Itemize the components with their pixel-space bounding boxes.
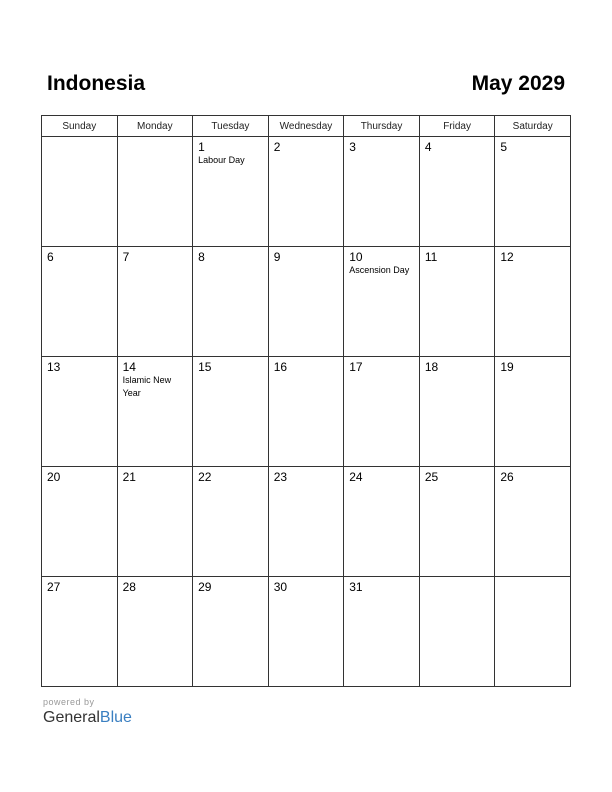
day-cell [419, 357, 495, 467]
country-title: Indonesia [47, 72, 146, 95]
footer-branding [43, 697, 132, 728]
brand-blue: Blue [99, 709, 132, 726]
week-row [42, 247, 571, 357]
day-number: 9 [273, 250, 281, 264]
day-number: 24 [349, 470, 363, 484]
weekday-header: Thursday [344, 116, 420, 137]
day-cell [193, 357, 269, 467]
day-cell [42, 577, 118, 687]
calendar-grid [41, 115, 571, 687]
day-cell [344, 357, 420, 467]
weekday-header: Saturday [495, 116, 571, 137]
day-cell [193, 577, 269, 687]
day-cell [268, 467, 344, 577]
day-number: 23 [273, 470, 288, 484]
day-cell [419, 247, 495, 357]
week-row [42, 357, 571, 467]
day-cell [419, 577, 495, 687]
day-cell [344, 577, 420, 687]
day-number: 6 [47, 250, 54, 264]
day-cell [268, 577, 344, 687]
holiday-label: Ascension Day [349, 265, 410, 275]
day-cell [344, 467, 420, 577]
week-row [42, 577, 571, 687]
holiday-label: Islamic New Year [122, 375, 172, 398]
day-cell [117, 247, 193, 357]
day-number: 10 [349, 250, 363, 264]
day-cell [495, 467, 571, 577]
day-number: 26 [500, 470, 514, 484]
day-number: 4 [424, 140, 432, 154]
day-number: 18 [424, 360, 439, 374]
day-number: 19 [500, 360, 514, 374]
day-cell [117, 467, 193, 577]
day-number: 12 [500, 250, 514, 264]
weekday-header: Tuesday [193, 116, 269, 137]
day-number: 3 [349, 140, 356, 154]
day-cell [419, 467, 495, 577]
day-cell [193, 247, 269, 357]
day-cell [193, 137, 269, 247]
day-number: 20 [47, 470, 61, 484]
day-number: 7 [122, 250, 130, 264]
day-number: 2 [273, 140, 281, 154]
day-cell [495, 357, 571, 467]
day-cell [42, 357, 118, 467]
day-cell [193, 467, 269, 577]
day-cell [117, 137, 193, 247]
day-cell [419, 137, 495, 247]
holiday-label: Labour Day [198, 155, 245, 165]
day-cell [495, 577, 571, 687]
week-row [42, 467, 571, 577]
weekday-header: Wednesday [268, 116, 344, 137]
brand-general: General [43, 709, 100, 726]
day-number: 13 [47, 360, 61, 374]
day-cell [42, 467, 118, 577]
day-cell [495, 247, 571, 357]
day-number: 17 [349, 360, 363, 374]
day-number: 11 [424, 250, 438, 264]
day-cell [495, 137, 571, 247]
day-cell [42, 137, 118, 247]
day-number: 28 [122, 580, 136, 594]
week-row [42, 137, 571, 247]
day-cell [117, 577, 193, 687]
powered-by-text: powered by [43, 697, 95, 707]
day-number: 27 [47, 580, 61, 594]
day-number: 21 [122, 470, 136, 484]
day-cell [268, 357, 344, 467]
day-number: 22 [198, 470, 212, 484]
month-year-title: May 2029 [471, 72, 565, 95]
day-cell [42, 247, 118, 357]
day-cell [268, 247, 344, 357]
weekday-header: Monday [117, 116, 193, 137]
day-cell [117, 357, 193, 467]
weekday-header-row [42, 116, 571, 137]
day-number: 8 [198, 250, 205, 264]
weekday-header: Sunday [42, 116, 118, 137]
day-cell [268, 137, 344, 247]
day-cell [344, 137, 420, 247]
day-number: 14 [122, 360, 136, 374]
day-number: 25 [424, 470, 439, 484]
day-number: 29 [198, 580, 212, 594]
day-cell [344, 247, 420, 357]
day-number: 16 [273, 360, 288, 374]
day-number: 1 [198, 140, 205, 154]
weekday-header: Friday [419, 116, 495, 137]
generalblue-logo [43, 708, 132, 728]
day-number: 15 [198, 360, 212, 374]
day-number: 31 [349, 580, 363, 594]
day-number: 30 [273, 580, 288, 594]
day-number: 5 [500, 140, 508, 154]
